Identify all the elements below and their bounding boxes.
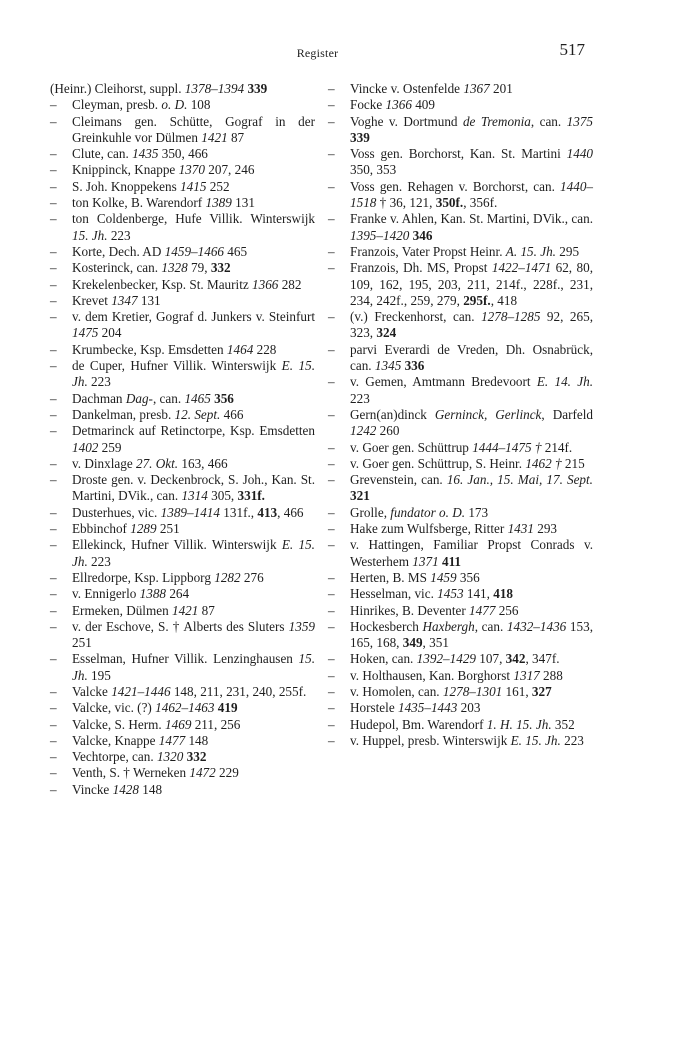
entry-italic: 1370 [178,162,205,178]
entry-text: v. Hattingen, Familiar Propst Conrads v. Westerhem 1371 411 [350,537,593,569]
entry-dash: – [50,390,57,406]
entry-dash: – [328,211,335,227]
entry-dash: – [50,292,57,308]
entry-text: Hoken, can. 1392–1429 107, 342, 347f. [350,651,560,667]
index-entry [328,114,593,147]
entry-text: Grolle, fundator o. D. 173 [350,504,489,520]
entry-text: Hudepol, Bm. Warendorf 1. H. 15. Jh. 352 [350,716,575,732]
entry-bold: 321 [350,488,370,504]
entry-bold: 295f. [463,292,491,308]
entry-italic: 1421–1446 [111,683,171,699]
entry-italic: 1371 [412,553,439,569]
entry-text: v. Holthausen, Kan. Borghorst 1317 288 [350,667,563,683]
index-entry [328,521,593,537]
entry-italic: 1328 [161,260,188,276]
entry-text: Franzois, Vater Propst Heinr. A. 15. Jh. 295 [350,243,580,259]
entry-text: v. Ennigerlo 1388 264 [72,586,190,602]
entry-text: v. Goer gen. Schüttrup 1444–1475 † 214f. [350,439,573,455]
entry-text: ton Kolke, B. Warendorf 1389 131 [72,195,255,211]
entry-italic: 16. Jan., 15. Mai, 17. Sept. [446,472,593,488]
entry-italic: 1431 [507,521,534,537]
entry-italic: 1320 [156,749,184,765]
entry-dash: – [328,569,335,585]
entry-dash: – [50,113,57,129]
index-entry [50,195,315,211]
entry-dash: – [50,243,57,259]
index-entry [50,603,315,619]
entry-text: Voss gen. Borchorst, Kan. St. Martini 1440 350, 353 [350,146,593,178]
entry-dash: – [50,195,57,211]
entry-italic: 15. Jh. [72,227,108,243]
entry-bold: 346 [412,227,433,243]
entry-italic: 1440 [566,146,593,162]
index-column-right [328,81,593,749]
index-entry [50,260,315,276]
entry-text: Ebbinchof 1289 251 [72,521,180,537]
entry-dash: – [328,81,335,96]
entry-italic: E. 14. Jh. [536,374,593,390]
entry-dash: – [328,602,335,618]
index-entry [328,146,593,179]
entry-text: Focke 1366 409 [350,97,435,113]
entry-text: Valcke, S. Herm. 1469 211, 256 [72,716,241,732]
entry-text: Ellekinck, Hufner Villik. Winterswijk E. 15. Jh. 223 [72,537,315,569]
entry-bold: 418 [493,586,513,602]
entry-dash: – [50,178,57,194]
entry-text: Dusterhues, vic. 1389–1414 131f., 413, 466 [72,504,304,520]
index-entry [50,162,315,178]
index-entry [328,603,593,619]
index-entry [50,651,315,684]
page-number: 517 [559,40,585,59]
index-entry [328,309,593,342]
entry-bold: 324 [376,325,397,341]
entry-italic: 1435 [132,146,159,162]
entry-text: Droste gen. v. Deckenbrock, S. Joh., Kan. St. Martini, DVik., can. 1314 305, 331f. [72,472,315,504]
entry-text: (Heinr.) Cleihorst, suppl. 1378–1394 339 [50,81,268,96]
entry-italic: 1472 [189,765,216,781]
index-entry [328,440,593,456]
index-entry [328,537,593,570]
entry-text: Krevet 1347 131 [72,292,161,308]
entry-italic: 1462 † [525,455,562,471]
entry-dash: – [328,309,335,325]
index-entry [328,472,593,505]
entry-dash: – [328,537,335,553]
entry-italic: 1469 [165,716,192,732]
index-entry [50,684,315,700]
index-entry [50,472,315,505]
entry-dash: – [328,472,335,488]
entry-text: Detmarinck auf Retinctorpe, Ksp. Emsdetten 1402 259 [72,423,315,455]
entry-dash: – [328,146,335,162]
index-entry [328,586,593,602]
index-entry [50,391,315,407]
entry-bold: 336 [404,358,425,374]
entry-dash: – [328,243,335,259]
entry-italic: 1459–1466 [164,243,224,259]
index-entry [328,260,593,309]
entry-dash: – [50,683,57,699]
entry-text: Ermeken, Dülmen 1421 87 [72,602,215,618]
running-title: Register [296,46,339,60]
index-entry [50,309,315,342]
index-entry [328,700,593,716]
entry-italic: 1317 [513,667,540,683]
entry-italic: 1464 [226,341,254,357]
entry-text: Franke v. Ahlen, Kan. St. Martini, DVik., can. 1395–1420 346 [350,211,593,243]
entry-text: Clute, can. 1435 350, 466 [72,146,208,162]
index-entry [50,619,315,652]
entry-italic: 1475 [72,325,99,341]
index-entry [328,97,593,113]
entry-italic: 15. Jh. [72,651,315,683]
entry-dash: – [50,146,57,162]
index-entry [50,179,315,195]
entry-text: v. Homolen, can. 1278–1301 161, 327 [350,683,552,699]
entry-text: Cleyman, presb. o. D. 108 [72,97,211,113]
entry-italic: 1366 [385,97,412,113]
entry-bold: 350f. [435,195,464,211]
entry-italic: 1477 [469,602,496,618]
entry-italic: 1345 [374,358,402,374]
entry-italic: Dag- [125,390,153,406]
entry-dash: – [50,406,57,422]
entry-italic: fundator o. D. [390,504,466,520]
entry-dash: – [50,651,57,667]
entry-text: Hinrikes, B. Deventer 1477 256 [350,602,519,618]
entry-bold: 339 [247,81,268,96]
entry-dash: – [328,260,335,276]
entry-dash: – [50,472,57,488]
entry-dash: – [328,521,335,537]
entry-text: Dachman Dag-, can. 1465 356 [72,390,234,406]
index-entry [50,700,315,716]
entry-text: Krekelenbecker, Ksp. St. Mauritz 1366 282 [72,276,302,292]
entry-dash: – [50,765,57,781]
entry-text: Knippinck, Knappe 1370 207, 246 [72,162,255,178]
index-entry [50,146,315,162]
entry-italic: E. 15. Jh. [72,537,315,569]
index-entry [50,765,315,781]
entry-bold: 332 [186,749,207,765]
entry-text: Franzois, Dh. MS, Propst 1422–1471 62, 80, 109, 162, 195, 203, 211, 214f., 228f., 231, 234, 242f., 259, 279, 295f., 418 [350,260,593,308]
entry-text: v. Gemen, Amtmann Bredevoort E. 14. Jh. 223 [350,374,593,406]
index-entry [328,619,593,652]
index-entry [328,211,593,244]
entry-dash: – [328,700,335,716]
entry-dash: – [328,618,335,634]
index-entry [328,179,593,212]
entry-italic: 1392–1429 [416,651,476,667]
entry-bold: 356 [214,390,234,406]
entry-italic: 27. Okt. [135,455,179,471]
entry-text: parvi Everardi de Vreden, Dh. Osnabrück, can. 1345 336 [350,341,593,374]
entry-italic: de Tremonia [462,113,531,129]
entry-text: v. dem Kretier, Gograf d. Junkers v. Steinfurt 1475 204 [72,309,315,341]
entry-italic: 1389 [205,195,232,211]
index-column-left [50,81,315,798]
entry-bold: 411 [441,553,462,569]
index-entry [50,570,315,586]
index-entry [50,81,315,97]
entry-italic: 1367 [463,81,490,96]
index-entry [50,586,315,602]
entry-text: Voss gen. Rehagen v. Borchorst, can. 1440–1518 † 36, 121, 350f., 356f. [350,178,593,211]
index-entry [328,456,593,472]
entry-text: v. Huppel, presb. Winterswijk E. 15. Jh. 223 [350,732,584,748]
entry-italic: 1366 [252,276,279,292]
entry-dash: – [328,97,335,113]
index-entry [50,749,315,765]
entry-dash: – [50,423,57,439]
entry-italic: 1389–1414 [160,504,220,520]
entry-italic: Gerninck, Gerlinck [434,406,542,422]
index-entry [328,81,593,97]
index-entry [328,717,593,733]
index-entry [50,782,315,798]
index-entry [50,342,315,358]
entry-italic: 1444–1475 † [472,439,542,455]
entry-text: Valcke, vic. (?) 1462–1463 419 [72,700,238,716]
entry-dash: – [328,586,335,602]
index-entry [50,423,315,456]
entry-dash: – [50,504,57,520]
entry-italic: o. D. [161,97,188,113]
entry-dash: – [50,276,57,292]
index-entry [328,244,593,260]
entry-text: v. der Eschove, S. † Alberts des Sluters 1359 251 [72,618,315,651]
entry-text: Krumbecke, Ksp. Emsdetten 1464 228 [72,341,277,357]
entry-dash: – [328,651,335,667]
entry-italic: 1440–1518 [350,178,593,211]
entry-italic: 1242 [350,423,377,439]
entry-text: Valcke, Knappe 1477 148 [72,732,209,748]
entry-italic: 1459 [430,569,457,585]
entry-text: Korte, Dech. AD 1459–1466 465 [72,243,248,259]
entry-dash: – [328,374,335,390]
index-entry [50,293,315,309]
index-entry [328,651,593,667]
index-entry [50,277,315,293]
entry-dash: – [328,667,335,683]
entry-dash: – [50,341,57,357]
entry-text: Hockesberch Haxbergh, can. 1432–1436 153, 165, 168, 349, 351 [350,618,593,651]
entry-dash: – [50,749,57,765]
entry-dash: – [328,455,335,471]
entry-italic: 1421 [201,129,228,145]
entry-text: ton Coldenberge, Hufe Villik. Winterswijk 15. Jh. 223 [72,211,315,243]
entry-dash: – [50,716,57,732]
entry-dash: – [50,162,57,178]
entry-italic: 1395–1420 [350,227,410,243]
entry-text: de Cuper, Hufner Villik. Winterswijk E. 15. Jh. 223 [72,358,315,390]
page-header [50,40,585,64]
entry-dash: – [50,537,57,553]
entry-text: Vincke v. Ostenfelde 1367 201 [350,81,513,96]
index-entry [328,505,593,521]
entry-text: S. Joh. Knoppekens 1415 252 [72,178,230,194]
entry-dash: – [328,504,335,520]
entry-dash: – [328,113,335,129]
entry-text: Hake zum Wulfsberge, Ritter 1431 293 [350,521,558,537]
index-entry [50,456,315,472]
entry-italic: 1. H. 15. Jh. [486,716,552,732]
index-entry [50,211,315,244]
entry-bold: 332 [210,260,231,276]
entry-italic: E. 15. Jh. [510,732,561,748]
entry-italic: 1465 [184,390,211,406]
entry-bold: 339 [350,129,370,145]
entry-italic: 1359 [288,618,315,634]
entry-text: Gern(an)dinck Gerninck, Gerlinck, Darfeld 1242 260 [350,406,593,439]
entry-italic: 1453 [437,586,464,602]
entry-italic: 1428 [112,781,139,797]
entry-bold: 331f. [237,488,265,504]
index-entry [50,505,315,521]
entry-dash: – [50,700,57,716]
index-entry [50,97,315,113]
index-entry [328,374,593,407]
entry-italic: 1388 [139,586,167,602]
entry-italic: A. 15. Jh. [505,243,556,259]
entry-text: Vechtorpe, can. 1320 332 [72,749,207,765]
entry-dash: – [50,455,57,471]
index-entry [328,342,593,375]
entry-dash: – [328,341,335,357]
entry-italic: 1375 [566,113,593,129]
entry-text: (v.) Freckenhorst, can. 1278–1285 92, 265, 323, 324 [350,309,593,341]
index-entry [328,733,593,749]
index-entry [328,570,593,586]
entry-dash: – [328,178,335,194]
entry-italic: 1378–1394 [184,81,245,96]
entry-bold: 327 [531,683,552,699]
entry-italic: 1289 [130,521,157,537]
entry-italic: 1347 [111,292,138,308]
entry-italic: 1462–1463 [155,700,215,716]
entry-italic: 12. Sept. [174,406,221,422]
entry-text: v. Goer gen. Schüttrup, S. Heinr. 1462 † 215 [350,455,585,471]
entry-italic: Haxbergh [422,618,475,634]
index-entry [328,407,593,440]
entry-bold: 419 [217,700,238,716]
entry-dash: – [50,97,57,113]
entry-italic: 1477 [158,732,186,748]
entry-bold: 342 [505,651,526,667]
entry-text: Dankelman, presb. 12. Sept. 466 [72,406,244,422]
entry-text: Horstele 1435–1443 203 [350,700,481,716]
entry-italic: 1432–1436 [506,618,567,634]
index-entry [50,358,315,391]
entry-text: Hesselman, vic. 1453 141, 418 [350,586,513,602]
entry-dash: – [50,309,57,325]
entry-dash: – [328,683,335,699]
entry-dash: – [50,586,57,602]
index-entry [50,407,315,423]
entry-italic: 1314 [181,488,208,504]
entry-text: Kosterinck, can. 1328 79, 332 [72,260,231,276]
entry-italic: 1435–1443 [397,700,458,716]
entry-text: Esselman, Hufner Villik. Lenzinghausen 15. Jh. 195 [72,651,315,683]
index-entry [50,244,315,260]
entry-dash: – [50,732,57,748]
entry-dash: – [50,260,57,276]
entry-dash: – [50,521,57,537]
entry-text: Vincke 1428 148 [72,781,163,797]
entry-italic: 1282 [214,569,241,585]
entry-italic: 1415 [180,178,207,194]
entry-italic: E. 15. Jh. [72,358,315,390]
entry-dash: – [328,439,335,455]
entry-bold: 349 [402,635,423,651]
index-entry [50,114,315,147]
index-entry [50,717,315,733]
entry-italic: 1421 [171,602,199,618]
entry-text: Venth, S. † Werneken 1472 229 [72,765,239,781]
entry-text: Cleimans gen. Schütte, Gograf in der Greinkuhle vor Dülmen 1421 87 [72,113,315,145]
entry-text: v. Dinxlage 27. Okt. 163, 466 [72,455,228,471]
entry-dash: – [50,602,57,618]
entry-text: Herten, B. MS 1459 356 [350,569,480,585]
entry-dash: – [328,716,335,732]
index-entry [50,521,315,537]
index-entry [50,537,315,570]
index-entry [50,733,315,749]
index-entry [328,684,593,700]
entry-text: Voghe v. Dortmund de Tremonia, can. 1375 339 [350,113,593,145]
entry-dash: – [328,732,335,748]
entry-dash: – [50,618,57,634]
entry-text: Grevenstein, can. 16. Jan., 15. Mai, 17. Sept. 321 [350,472,593,504]
index-entry [328,668,593,684]
entry-italic: 1278–1301 [442,683,503,699]
entry-bold: 413 [257,504,278,520]
entry-dash: – [50,358,57,374]
entry-text: Ellredorpe, Ksp. Lippborg 1282 276 [72,569,264,585]
entry-dash: – [50,211,57,227]
entry-text: Valcke 1421–1446 148, 211, 231, 240, 255f. [72,683,307,699]
entry-italic: 1422–1471 [491,260,552,276]
entry-italic: 1278–1285 [481,309,541,325]
entry-dash: – [50,781,57,797]
entry-dash: – [328,406,335,422]
entry-italic: 1402 [72,439,99,455]
entry-dash: – [50,569,57,585]
